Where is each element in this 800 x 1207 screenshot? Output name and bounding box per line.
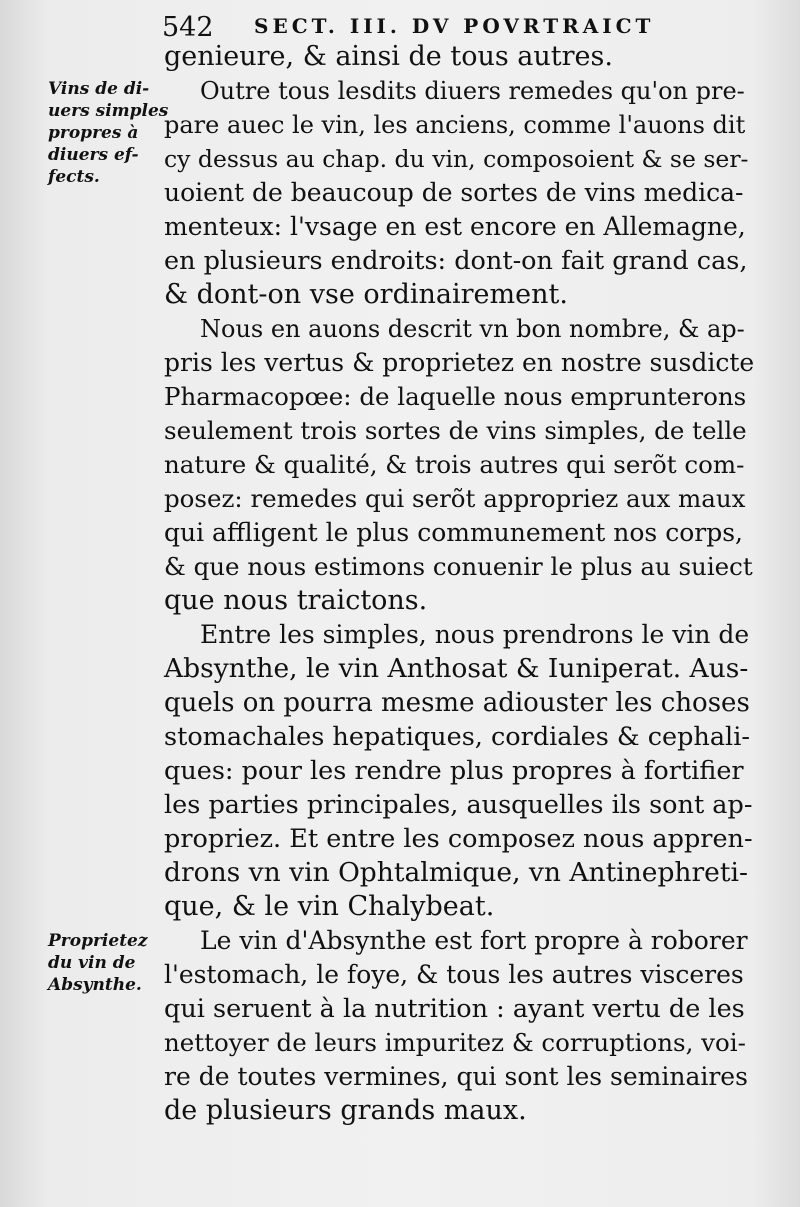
text-line: de plusieurs grands maux. bbox=[164, 1095, 527, 1126]
text-line: en plusieurs endroits: dont-on fait grand cas, bbox=[164, 246, 748, 276]
margin-note-line: Absynthe. bbox=[48, 975, 142, 995]
margin-note-line: Proprietez bbox=[48, 931, 148, 951]
page-number: 542 bbox=[162, 12, 214, 43]
margin-note-line: uers simples bbox=[48, 101, 169, 121]
text-line: Pharmacopœe: de laquelle nous emprunterons bbox=[164, 382, 747, 411]
text-line: Entre les simples, nous prendrons le vin de bbox=[200, 620, 750, 649]
margin-note-vins bbox=[48, 78, 169, 188]
text-line: propriez. Et entre les composez nous appren- bbox=[164, 824, 753, 854]
running-title: SECT. III. DV POVRTRAICT bbox=[254, 14, 655, 38]
text-line: nettoyer de leurs impuritez & corruptions, voi- bbox=[164, 1028, 746, 1057]
text-line: Nous en auons descrit vn bon nombre, & ap- bbox=[200, 315, 745, 343]
text-line: genieure, & ainsi de tous autres. bbox=[164, 41, 613, 72]
text-line: l'estomach, le foye, & tous les autres visceres bbox=[164, 960, 744, 989]
text-line: qui affligent le plus communement nos corps, bbox=[164, 518, 743, 547]
text-line: Le vin d'Absynthe est fort propre à roborer bbox=[200, 926, 748, 955]
text-line: les parties principales, ausquelles ils sont ap- bbox=[164, 790, 753, 820]
text-line: re de toutes vermines, qui sont les seminaires bbox=[164, 1062, 748, 1091]
text-line: qui seruent à la nutrition : ayant vertu de les bbox=[164, 994, 745, 1024]
text-line: que nous traictons. bbox=[164, 585, 428, 616]
margin-note-line: propres à bbox=[48, 123, 139, 143]
text-line: & que nous estimons conuenir le plus au suiect bbox=[164, 552, 753, 581]
text-line: Absynthe, le vin Anthosat & Iuniperat. Aus- bbox=[164, 653, 749, 684]
text-line: menteux: l'vsage en est encore en Allemagne, bbox=[164, 212, 746, 241]
margin-note-line: du vin de bbox=[48, 953, 136, 973]
text-line: quels on pourra mesme adiouster les choses bbox=[164, 688, 750, 718]
text-line: stomachales hepatiques, cordiales & cephali- bbox=[164, 722, 750, 752]
text-line: cy dessus au chap. du vin, composoient & se ser- bbox=[164, 145, 749, 173]
text-line: seulement trois sortes de vins simples, de telle bbox=[164, 416, 747, 445]
text-line: uoient de beaucoup de sortes de vins medica- bbox=[164, 178, 744, 207]
text-line: drons vn vin Ophtalmique, vn Antinephreti- bbox=[164, 857, 748, 888]
margin-note-line: Vins de di- bbox=[48, 79, 150, 99]
text-line: & dont-on vse ordinairement. bbox=[164, 279, 568, 310]
text-line: pare auec le vin, les anciens, comme l'auons dit bbox=[164, 111, 746, 139]
text-line: nature & qualité, & trois autres qui serõt com- bbox=[164, 450, 745, 479]
body-text bbox=[164, 40, 754, 1128]
margin-note-proprietez bbox=[48, 930, 158, 996]
margin-note-line: diuers ef- bbox=[48, 145, 139, 165]
text-line: que, & le vin Chalybeat. bbox=[164, 891, 495, 922]
text-line: pris les vertus & proprietez en nostre susdicte bbox=[164, 348, 755, 377]
text-line: Outre tous lesdits diuers remedes qu'on pre- bbox=[200, 77, 745, 105]
text-line: ques: pour les rendre plus propres à fortifier bbox=[164, 756, 744, 786]
margin-note-line: fects. bbox=[48, 167, 100, 187]
text-line: posez: remedes qui serõt appropriez aux maux bbox=[164, 484, 746, 513]
